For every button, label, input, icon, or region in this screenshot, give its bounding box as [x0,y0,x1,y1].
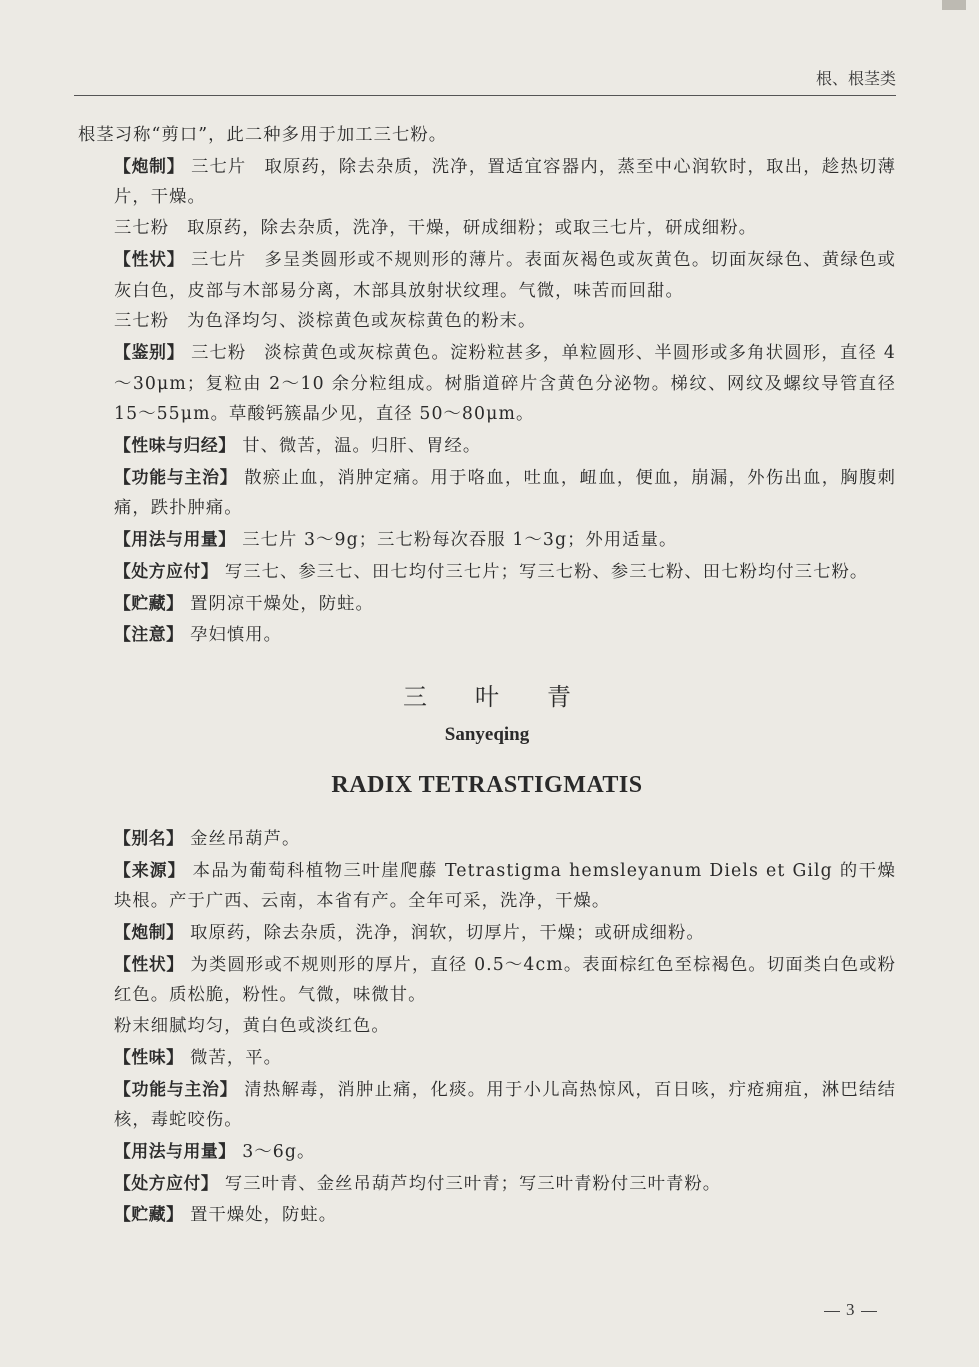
paragraph-source: 【来源】 本品为葡萄科植物三叶崖爬藤 Tetrastigma hemsleyanum Diels et Gilg 的干燥块根。产于广西、云南，本省有产。全年可采，洗净，干燥。 [114,859,896,912]
section-key: 【别名】 [114,827,184,848]
paragraph-usage-dosage: 【用法与用量】 3～6g。 [114,1140,316,1162]
paragraph-storage: 【贮藏】 置阴凉干燥处，防蛀。 [114,592,374,614]
footer-dash-right [861,1311,877,1312]
entry-title-latin: RADIX TETRASTIGMATIS [331,771,643,798]
running-header [74,62,896,96]
paragraph-processing-powder: 三七粉 取原药，除去杂质，洗净，干燥，研成细粉；或取三七片，研成细粉。 [78,213,896,244]
section-key: 【性状】 [114,248,185,269]
paragraph-caution: 【注意】 孕妇慎用。 [114,624,283,646]
section-key: 【用法与用量】 [114,529,236,550]
header-section-title: 根、根茎类 [815,69,896,88]
header-rule [74,95,896,96]
section-key: 【贮藏】 [114,592,184,613]
section-key: 【来源】 [114,859,186,880]
paragraph-characteristics: 【性状】 三七片 多呈类圆形或不规则形的薄片。表面灰褐色或灰黄色。切面灰绿色、黄绿色或灰白色，皮部与木部易分离，木部具放射状纹理。气微，味苦而回甜。 [78,244,896,306]
section-key: 【功能与主治】 [114,1078,238,1099]
paragraph-characteristics-powder: 三七粉 为色泽均匀、淡棕黄色或灰棕黄色的粉末。 [78,306,896,337]
entry-title-pinyin: Sanyeqing [444,723,530,745]
page-footer [818,1300,883,1320]
section-key: 【功能与主治】 [114,466,238,487]
subsection-label: 三七片 [191,249,247,270]
paragraph-taste: 【性味】 微苦，平。 [114,1046,283,1068]
subsection-label: 三七粉 [114,311,170,332]
subsection-label: 三七粉 [114,218,170,239]
paragraph-alias: 【别名】 金丝吊葫芦。 [114,827,301,849]
section-key: 【注意】 [114,624,184,645]
paragraph-continuation: 根茎习称“剪口”，此二种多用于加工三七粉。 [78,125,448,145]
paragraph-identification: 【鉴别】 三七粉 淡棕黄色或灰棕黄色。淀粉粒甚多，单粒圆形、半圆形或多角状圆形，直径 4～30μm；复粒由 2～10 余分粒组成。树脂道碎片含黄色分泌物。梯纹、网纹及螺纹导管直径 15～55μm。草酸钙簇晶少见，直径 50～80μm。 [78,337,896,430]
section-key: 【鉴别】 [114,341,185,362]
paragraph-prescription: 【处方应付】 写三叶青、金丝吊葫芦均付三叶青；写三叶青粉付三叶青粉。 [114,1172,722,1194]
subsection-label: 三七粉 [191,342,247,363]
section-key: 【炮制】 [114,922,184,943]
paragraph-taste-meridian: 【性味与归经】 甘、微苦，温。归肝、胃经。 [114,435,482,457]
footer-dash-left [824,1311,840,1312]
section-key: 【处方应付】 [114,1172,219,1193]
paragraph-processing: 【炮制】 取原药，除去杂质，洗净，润软，切厚片，干燥；或研成细粉。 [114,922,705,944]
entry-title-chinese: 三叶青 [403,682,619,711]
section-key: 【用法与用量】 [114,1140,236,1161]
section-key: 【性状】 [114,953,184,974]
paragraph-prescription: 【处方应付】 写三七、参三七、田七均付三七片；写三七粉、参三七粉、田七粉均付三七粉。 [114,560,869,582]
paragraph-characteristics: 【性状】 为类圆形或不规则形的厚片，直径 0.5～4cm。表面棕红色至棕褐色。切面类白色或粉红色。质松脆，粉性。气微，味微甘。 [114,953,897,1006]
scan-corner-mark [942,0,966,10]
paragraph-processing: 【炮制】 三七片 取原药，除去杂质，洗净，置适宜容器内，蒸至中心润软时，取出，趁热切薄片，干燥。 [78,151,896,213]
section-key: 【炮制】 [114,155,185,176]
paragraph-powder-description: 粉末细腻均匀，黄白色或淡红色。 [114,1016,390,1037]
section-key: 【性味】 [114,1046,184,1067]
paragraph-storage: 【贮藏】 置干燥处，防蛀。 [114,1204,338,1226]
section-key: 【性味与归经】 [114,435,236,456]
section-key: 【贮藏】 [114,1204,184,1225]
page-number: 3 [846,1300,855,1319]
subsection-label: 三七片 [191,156,247,177]
body-text [78,120,896,1231]
section-key: 【处方应付】 [114,560,219,581]
paragraph-usage-dosage: 【用法与用量】 三七片 3～9g；三七粉每次吞服 1～3g；外用适量。 [114,529,678,551]
paragraph-function-indication: 【功能与主治】 清热解毒，消肿止痛，化痰。用于小儿高热惊风，百日咳，疔疮痈疽，淋巴结结核，毒蛇咬伤。 [114,1078,896,1131]
paragraph-function-indication: 【功能与主治】 散瘀止血，消肿定痛。用于咯血，吐血，衄血，便血，崩漏，外伤出血，胸腹刺痛，跌扑肿痛。 [114,466,896,519]
